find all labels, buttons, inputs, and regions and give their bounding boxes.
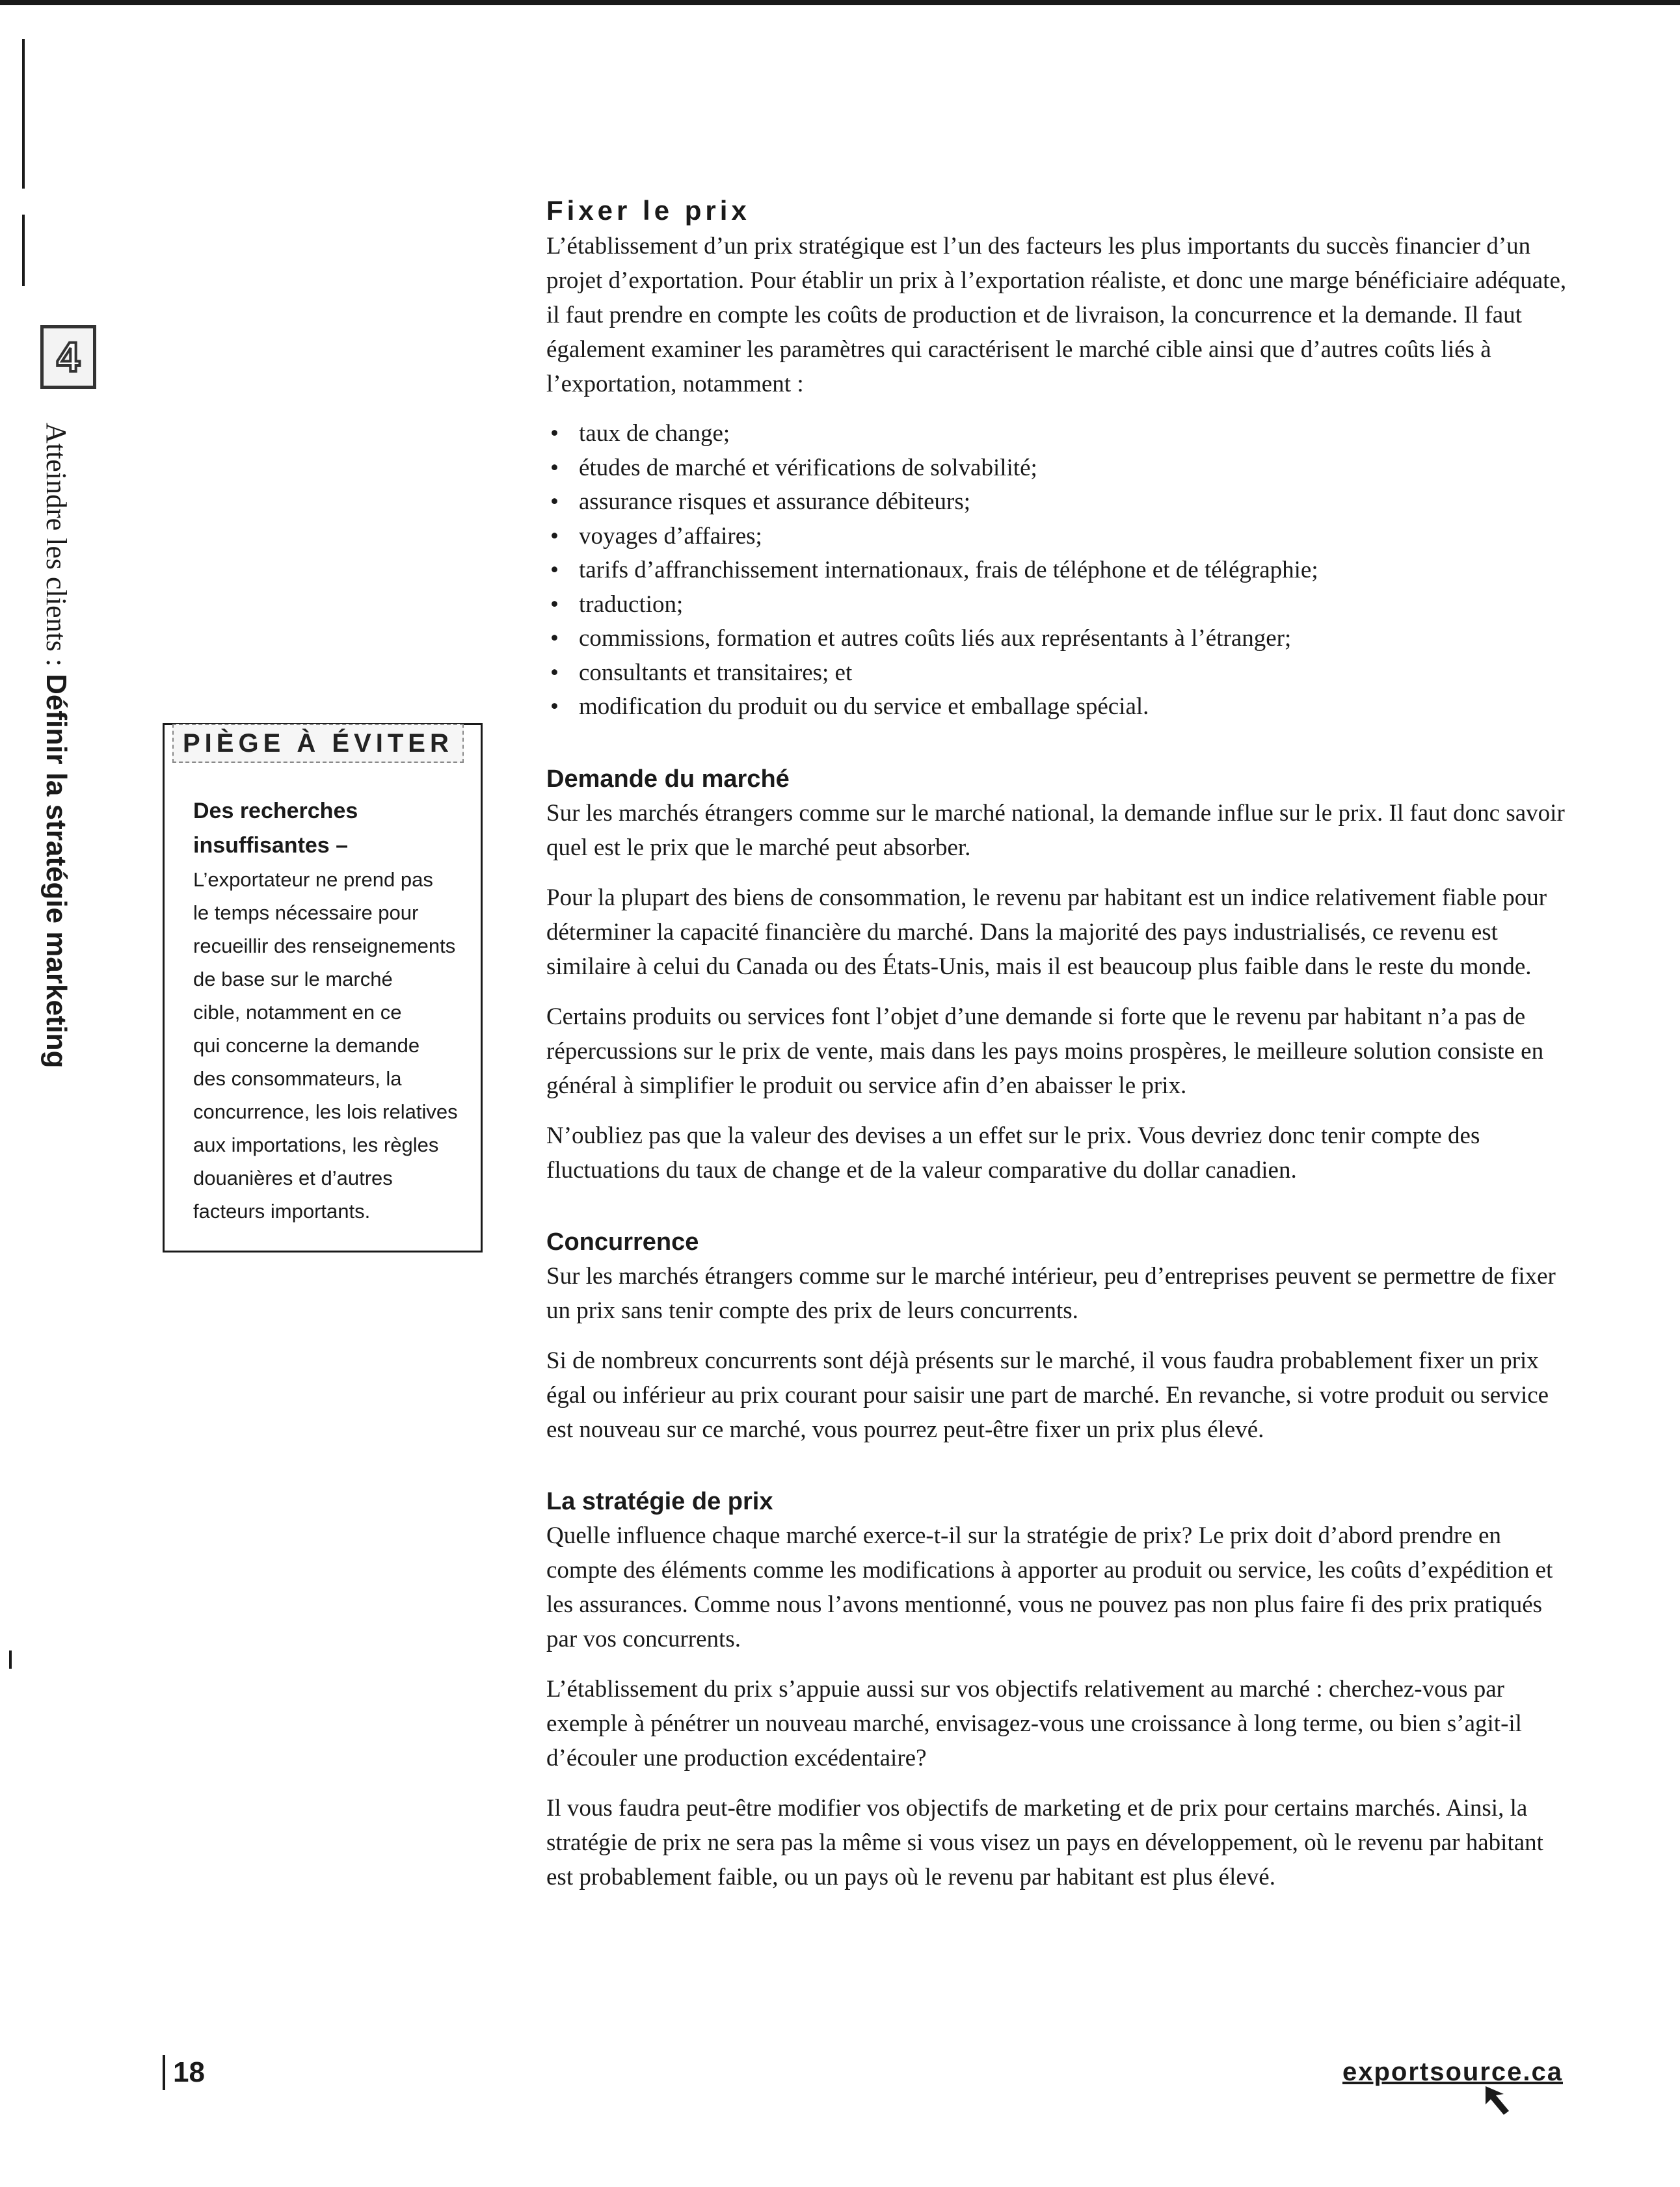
paragraph: Quelle influence chaque marché exerce-t-il sur la stratégie de prix? Le prix doit d’abord prendre en compte des éléments comme les modifications à apporter au produit ou service, les coûts d’expédition et les assurances. Comme nous l’avons mentionné, vous ne pouvez pas non plus faire fi des prix pratiqués par vos concurrents. — [546, 1522, 1553, 1652]
list-item: • consultants et transitaires; et — [579, 656, 1569, 691]
website-link[interactable]: exportsource.ca — [1342, 2058, 1563, 2086]
paragraph: Sur les marchés étrangers comme sur le marché national, la demande influe sur le prix. Il faut donc savoir quel est le prix que le marché peut absorber. — [546, 799, 1565, 861]
paragraph: Il vous faudra peut-être modifier vos objectifs de marketing et de prix pour certains marchés. Ainsi, la stratégie de prix ne sera pas la même si vous visez un pays en développement, où le revenu par habitant est probablement faible, ou un pays où le revenu par habitant est plus élevé. — [546, 1794, 1543, 1890]
running-head-prefix: Atteindre les clients : — [40, 423, 72, 674]
pitfall-line: cible, notamment en ce — [193, 1001, 402, 1024]
export-costs-list — [546, 417, 1569, 724]
pitfall-lead: insuffisantes – — [193, 833, 349, 858]
pitfall-line: concurrence, les lois relatives — [193, 1100, 458, 1123]
main-content — [546, 192, 1569, 1894]
list-item: • traduction; — [579, 588, 1569, 622]
margin-mark — [22, 215, 25, 286]
running-head-title: Définir la stratégie marketing — [40, 674, 72, 1068]
margin-mark — [22, 39, 25, 130]
pitfall-line: douanières et d’autres — [193, 1167, 393, 1189]
list-item: • voyages d’affaires; — [579, 520, 1569, 554]
margin-mark — [22, 117, 25, 189]
chapter-number: 4 — [57, 334, 80, 380]
paragraph: L’établissement du prix s’appuie aussi sur vos objectifs relativement au marché : cherchez-vous par exemple à pénétrer un nouveau marché, envisagez-vous une croissance à long terme, ou bien s’agit-il d’écouler une production excédentaire? — [546, 1675, 1522, 1771]
top-rule — [0, 0, 1680, 5]
running-head — [42, 423, 70, 1068]
pitfall-line: de base sur le marché — [193, 968, 393, 990]
list-item: • tarifs d’affranchissement internationaux, frais de téléphone et de télégraphie; — [579, 553, 1569, 588]
pitfall-line: des consommateurs, la — [193, 1067, 402, 1090]
section-heading-competition: Concurrence — [546, 1228, 699, 1256]
pitfall-line: le temps nécessaire pour — [193, 901, 419, 924]
chapter-number-badge — [40, 325, 96, 389]
cursor-arrow-icon — [1484, 2085, 1517, 2117]
paragraph: Certains produits ou services font l’objet d’une demande si forte que le revenu par habitant n’a pas de répercussions sur le prix de vente, mais dans les pays moins prospères, le meilleure solution consiste en général à simplifier le produit ou service afin d’en abaisser le prix. — [546, 1003, 1544, 1099]
list-item: • taux de change; — [579, 417, 1569, 451]
margin-mark — [9, 1650, 12, 1669]
section-heading-demand: Demande du marché — [546, 765, 790, 793]
pitfall-line: L’exportateur ne prend pas — [193, 868, 433, 891]
pitfall-line: recueillir des renseignements — [193, 934, 456, 957]
page-title: Fixer le prix — [546, 195, 751, 226]
section-heading-pricing-strategy: La stratégie de prix — [546, 1487, 773, 1515]
list-item: • études de marché et vérifications de solvabilité; — [579, 451, 1569, 486]
paragraph: N’oubliez pas que la valeur des devises a un effet sur le prix. Vous devriez donc tenir compte des fluctuations du taux de change et de la valeur comparative du dollar canadien. — [546, 1122, 1480, 1184]
pitfall-line: aux importations, les règles — [193, 1133, 439, 1156]
paragraph: Si de nombreux concurrents sont déjà présents sur le marché, il vous faudra probablement fixer un prix égal ou inférieur au prix courant pour saisir une part de marché. En revanche, si votre produit ou service est nouveau sur ce marché, vous pourrez peut-être fixer un prix plus élevé. — [546, 1347, 1549, 1443]
pitfall-box-body — [193, 794, 473, 1228]
intro-paragraph: L’établissement d’un prix stratégique est l’un des facteurs les plus importants du succès financier d’un projet d’exportation. Pour établir un prix à l’exportation réaliste, et donc une marge bénéficiaire adéquate, il faut prendre en compte les coûts de production et de livraison, la concurrence et la demande. Il faut également examiner les paramètres qui caractérisent le marché cible ainsi que d’autres coûts liés à l’exportation, notamment : — [546, 233, 1567, 397]
pitfall-lead: Des recherches — [193, 799, 358, 823]
pitfall-line: facteurs importants. — [193, 1200, 371, 1223]
list-item: • commissions, formation et autres coûts liés aux représentants à l’étranger; — [579, 622, 1569, 656]
pitfall-box — [163, 723, 483, 1253]
page-number: 18 — [163, 2055, 205, 2090]
pitfall-box-header: PIÈGE À ÉVITER — [172, 724, 464, 763]
list-item: • modification du produit ou du service et emballage spécial. — [579, 690, 1569, 724]
list-item: • assurance risques et assurance débiteurs; — [579, 485, 1569, 520]
paragraph: Pour la plupart des biens de consommation, le revenu par habitant est un indice relativement fiable pour déterminer la capacité financière du marché. Dans la majorité des pays industrialisés, ce revenu est similaire à celui du Canada ou des États-Unis, mais il est beaucoup plus faible dans le reste du monde. — [546, 884, 1547, 980]
paragraph: Sur les marchés étrangers comme sur le marché intérieur, peu d’entreprises peuvent se permettre de fixer un prix sans tenir compte des prix de leurs concurrents. — [546, 1262, 1556, 1324]
pitfall-line: qui concerne la demande — [193, 1034, 420, 1057]
